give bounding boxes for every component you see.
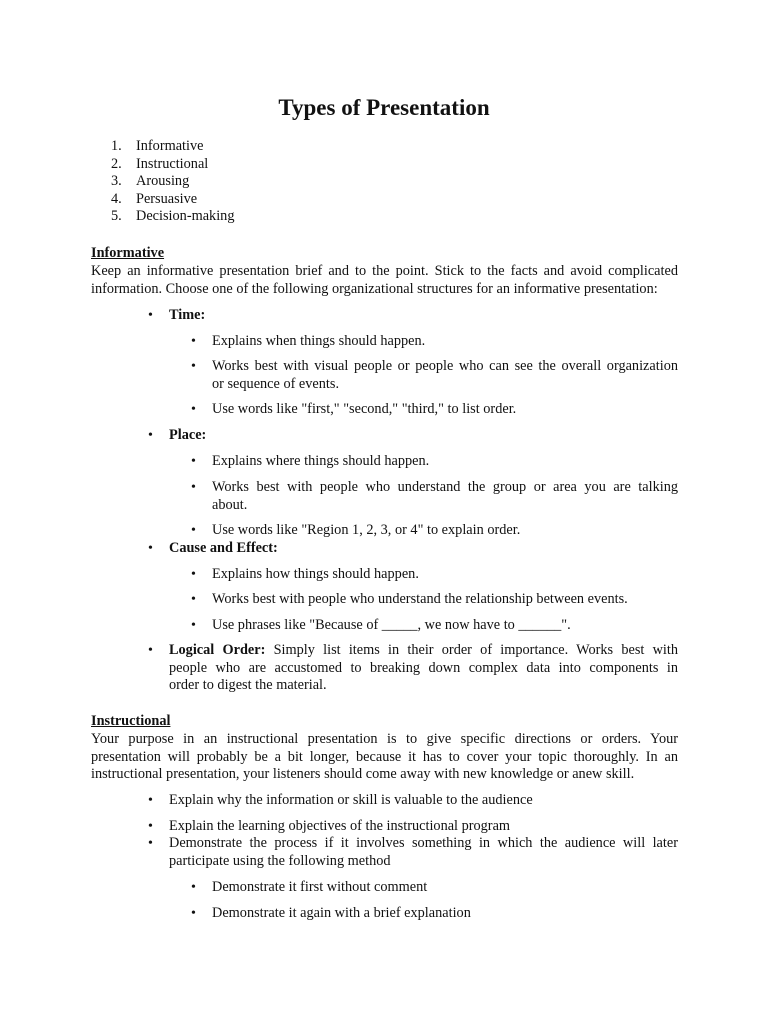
bullet-text: Works best with people who understand the relationship between events. [212, 591, 628, 607]
sub-bullet [191, 401, 678, 419]
bullet-text: Demonstrate it first without comment [212, 879, 428, 895]
list-item [111, 191, 234, 209]
bullet-icon: • [191, 618, 196, 633]
bullet-text: Explains when things should happen. [212, 333, 426, 349]
text-line: Demonstrate the process if it involves something in which the audience will later [169, 835, 678, 851]
bullet-icon: • [148, 428, 153, 443]
list-number: 1. [111, 138, 122, 154]
paragraph-line: Your purpose in an instructional presentation is to give specific directions or orders. Your [91, 731, 678, 747]
bullet-icon: • [191, 880, 196, 895]
bullet-text: Explain why the information or skill is valuable to the audience [169, 792, 533, 808]
list-label: Persuasive [136, 190, 198, 207]
bullet-item [148, 818, 678, 836]
bullet-cause-effect [148, 540, 678, 558]
bullet-text: Use words like "Region 1, 2, 3, or 4" to explain order. [212, 522, 521, 538]
sub-bullet [191, 522, 678, 540]
bullet-icon: • [191, 567, 196, 582]
bullet-icon: • [191, 592, 196, 607]
text-line: Works best with visual people or people who can see the overall organization [212, 358, 678, 374]
text-line: or sequence of events. [212, 375, 340, 392]
list-number: 5. [111, 208, 122, 225]
bullet-text: Use words like "first," "second," "third," to list order. [212, 401, 517, 417]
bullet-text: Explains where things should happen. [212, 453, 430, 469]
instructional-intro [91, 731, 678, 784]
sub-bullet [191, 566, 678, 584]
sub-bullet [191, 905, 678, 923]
list-number: 4. [111, 190, 122, 207]
list-label: Informative [136, 138, 204, 154]
bullet-icon: • [191, 480, 196, 495]
types-list [111, 138, 234, 226]
sub-bullet [191, 453, 678, 471]
sub-bullet [191, 617, 678, 635]
bullet-text: Demonstrate it again with a brief explanation [212, 905, 471, 921]
paragraph-line: presentation will probably be a bit longer, because it has to cover your topic thoroughly. In an [91, 748, 678, 765]
list-label: Instructional [136, 155, 209, 172]
bullet-label: Place: [169, 427, 207, 443]
bullet-icon: • [191, 454, 196, 469]
sub-bullet [191, 358, 678, 393]
bullet-icon: • [191, 334, 196, 349]
bullet-text [212, 358, 678, 393]
text-line: order to digest the material. [169, 677, 327, 694]
section-heading-informative: Informative [91, 245, 165, 261]
informative-intro [91, 263, 678, 298]
bullet-logical-order [148, 642, 678, 695]
sub-bullet [191, 591, 678, 609]
text-line: people who are accustomed to breaking down complex data into components in [169, 659, 678, 676]
list-label: Arousing [136, 173, 190, 190]
bullet-label: Time: [169, 307, 206, 323]
sub-bullet [191, 333, 678, 351]
bullet-icon: • [148, 836, 153, 851]
bullet-text: Use phrases like "Because of _____, we now have to ______". [212, 617, 571, 633]
bullet-place [148, 427, 678, 445]
bullet-icon: • [191, 359, 196, 374]
bullet-icon: • [191, 402, 196, 417]
bullet-icon: • [191, 906, 196, 921]
section-heading-instructional: Instructional [91, 713, 171, 729]
bullet-item [148, 792, 678, 810]
paragraph-line: instructional presentation, your listeners should come away with new knowledge or anew skill. [91, 766, 635, 783]
list-number: 3. [111, 173, 122, 190]
bullet-icon: • [148, 308, 153, 323]
bullet-icon: • [191, 523, 196, 538]
text-line [169, 642, 678, 660]
bullet-text [169, 835, 678, 870]
bullet-label: Logical Order: [169, 642, 266, 658]
paragraph-line: Keep an informative presentation brief and to the point. Stick to the facts and avoid complicated [91, 263, 678, 279]
text-run: Simply list items in their order of importance. Works best with [265, 642, 678, 658]
text-line: Works best with people who understand the group or area you are talking [212, 479, 678, 495]
sub-bullet [191, 879, 678, 897]
list-number: 2. [111, 155, 122, 172]
list-item [111, 173, 234, 191]
paragraph-line: information. Choose one of the following organizational structures for an informative presentation: [91, 280, 658, 297]
list-item [111, 138, 234, 156]
list-item [111, 156, 234, 174]
bullet-item [148, 835, 678, 870]
bullet-icon: • [148, 793, 153, 808]
sub-bullet [191, 479, 678, 514]
bullet-text: Explain the learning objectives of the instructional program [169, 818, 511, 834]
bullet-icon: • [148, 541, 153, 556]
bullet-time [148, 307, 678, 325]
text-line: participate using the following method [169, 852, 391, 869]
bullet-text [212, 479, 678, 514]
text-line: about. [212, 496, 248, 513]
bullet-icon: • [148, 819, 153, 834]
list-label: Decision-making [136, 208, 235, 225]
bullet-label: Cause and Effect: [169, 540, 278, 556]
bullet-icon: • [148, 643, 153, 658]
bullet-text: Explains how things should happen. [212, 566, 419, 582]
page-title: Types of Presentation [278, 95, 490, 120]
bullet-text [169, 642, 678, 695]
list-item [111, 208, 234, 226]
